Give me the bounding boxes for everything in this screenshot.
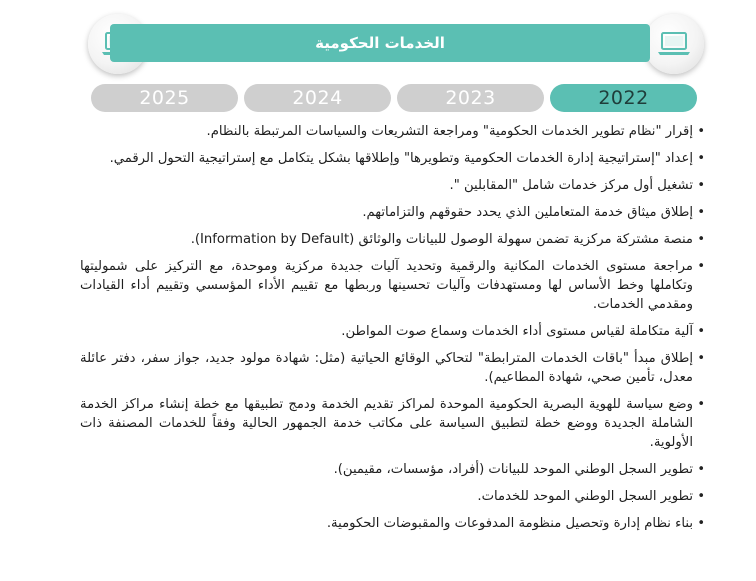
list-item: • بناء نظام إدارة وتحصيل منظومة المدفوعات والمقبوضات الحكومية. [80, 514, 693, 533]
right-laptop-badge [644, 14, 704, 74]
initiatives-list [80, 122, 707, 541]
list-item: • إطلاق ميثاق خدمة المتعاملين الذي يحدد حقوقهم والتزاماتهم. [80, 203, 693, 222]
page-title-text: الخدمات الحكومية [315, 34, 445, 52]
list-item: • آلية متكاملة لقياس مستوى أداء الخدمات وسماع صوت المواطن. [80, 322, 693, 341]
list-item: • وضع سياسة للهوية البصرية الحكومية الموحدة لمراكز تقديم الخدمة ودمج تطبيقها مع خطة إنشاء مراكز الخدمة الشاملة الجديدة ووضع خطة لتطبيق السياسة على مكاتب خدمة الجمهور الحالية وفقاً للخدمات المصنفة ذات الأولوية. [80, 395, 693, 452]
tab-2025[interactable]: 2025 [91, 84, 238, 112]
list-item: • إقرار "نظام تطوير الخدمات الحكومية" ومراجعة التشريعات والسياسات المرتبطة بالنظام. [80, 122, 693, 141]
tab-2024[interactable]: 2024 [244, 84, 391, 112]
laptop-icon [657, 31, 691, 57]
list-item: • مراجعة مستوى الخدمات المكانية والرقمية وتحديد آليات جديدة مركزية وموحدة، مع التركيز على شموليتها وتكاملها وخط الأساس لها ومستهدفات وآليات تحسينها وربطها مع تقييم الأداء المؤسسي وتقييم أداء القيادات ومقدمي الخدمات. [80, 257, 693, 314]
tab-2022[interactable]: 2022 [550, 84, 697, 112]
page-title [110, 24, 650, 62]
list-item: • تطوير السجل الوطني الموحد للبيانات (أفراد، مؤسسات، مقيمين). [80, 460, 693, 479]
list-item: • منصة مشتركة مركزية تضمن سهولة الوصول للبيانات والوثائق (Information by Default). [80, 230, 693, 249]
tab-2023[interactable]: 2023 [397, 84, 544, 112]
list-item: • إعداد "إستراتيجية إدارة الخدمات الحكومية وتطويرها" وإطلاقها بشكل يتكامل مع إستراتيجية التحول الرقمي. [80, 149, 693, 168]
list-item: • تشغيل أول مركز خدمات شامل "المقابلين ". [80, 176, 693, 195]
year-tabs [91, 84, 697, 112]
list-item: • إطلاق مبدأ "باقات الخدمات المترابطة" لتحاكي الوقائع الحياتية (مثل: شهادة مولود جديد، جواز سفر، دفتر عائلة معدل، تأمين صحي، شهادة المطاعيم). [80, 349, 693, 387]
list-item: • تطوير السجل الوطني الموحد للخدمات. [80, 487, 693, 506]
